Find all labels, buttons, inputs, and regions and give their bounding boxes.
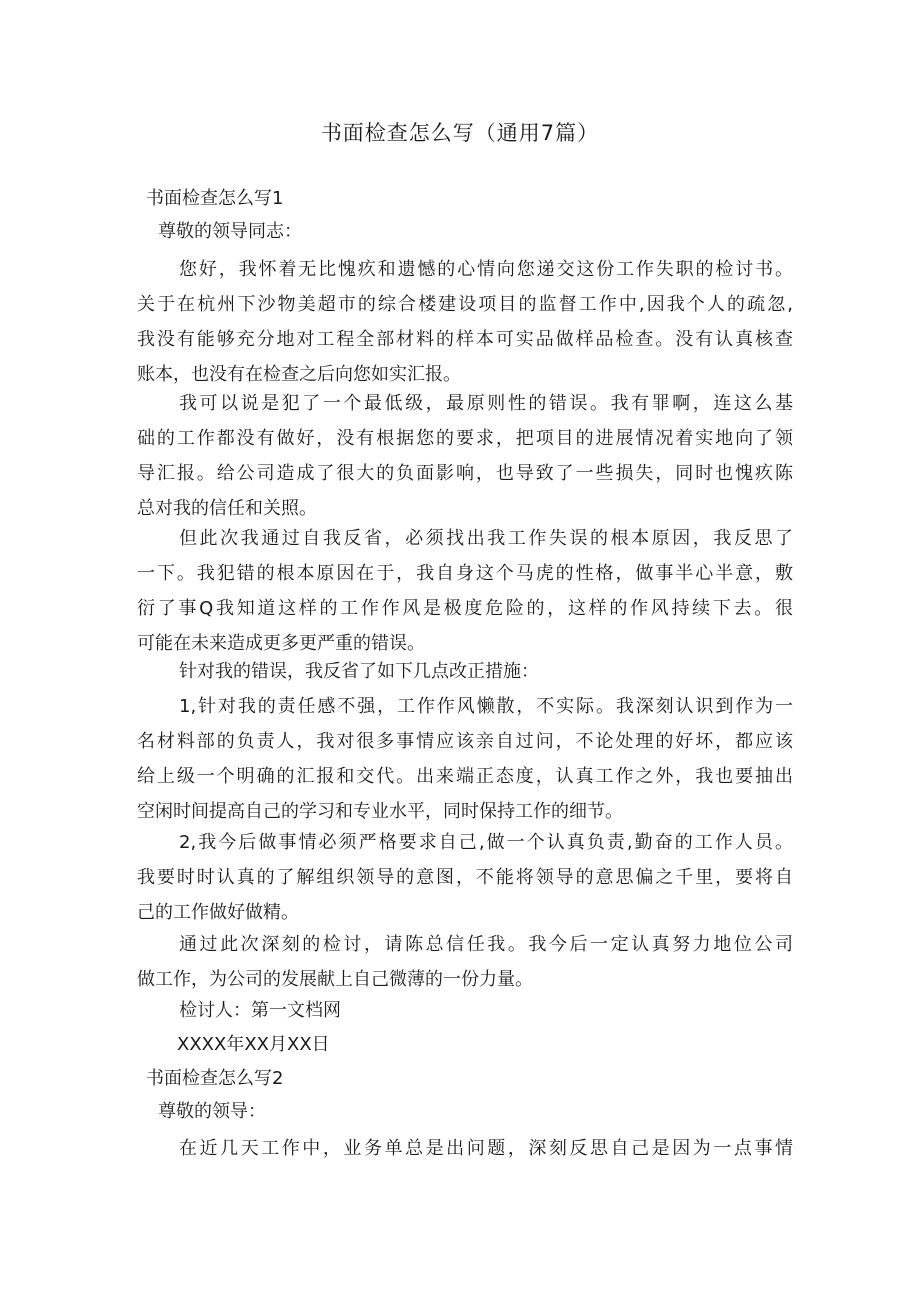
text-line: 总对我的信任和关照。 [137,498,317,519]
text-line: 础的工作都没有做好，没有根据您的要求，把项目的进展情况着实地向了领 [137,428,793,449]
section2-paragraph-1 [137,1131,793,1166]
section1-paragraph-6 [137,825,793,930]
section1-paragraph-1 [137,252,793,392]
section1-heading: 书面检查怎么写1 [146,188,284,209]
text-line: 2,我今后做事情必须严格要求自己,做一个认真负责,勤奋的工作人员。 [179,832,793,853]
section1-paragraph-3 [137,521,793,661]
text-line: 名材料部的负责人，我对很多事情应该亲自过问，不论处理的好坏，都应该 [137,731,793,752]
section2-heading: 书面检查怎么写2 [146,1068,284,1089]
section1-paragraph-7 [137,927,793,997]
text-line: 我要时时认真的了解组织领导的意图，不能将领导的意思偏之千里，要将自 [137,867,793,888]
text-line: 在近几天工作中，业务单总是出问题，深刻反思自己是因为一点事情 [179,1138,793,1159]
text-line: 衍了事Q我知道这样的工作作风是极度危险的，这样的作风持续下去。很 [137,598,793,619]
section1-paragraph-4: 针对我的错误，我反省了如下几点改正措施： [179,661,539,682]
text-line: 关于在杭州下沙物美超市的综合楼建设项目的监督工作中,因我个人的疏忽, [137,294,793,315]
text-line: 您好，我怀着无比愧疚和遗憾的心情向您递交这份工作失职的检讨书。 [179,259,793,280]
section2-salutation: 尊敬的领导： [158,1101,266,1122]
text-line: 1,针对我的责任感不强，工作作风懒散，不实际。我深刻认识到作为一 [179,696,793,717]
text-line: 我没有能够充分地对工程全部材料的样本可实品做样品检查。没有认真核查 [137,329,793,350]
text-line: 导汇报。给公司造成了很大的负面影响，也导致了一些损失，同时也愧疚陈 [137,463,793,484]
text-line: 一下。我犯错的根本原因在于，我自身这个马虎的性格，做事半心半意，敷 [137,563,793,584]
signer-line: 检讨人：第一文档网 [179,1000,341,1021]
text-line: 我可以说是犯了一个最低级，最原则性的错误。我有罪啊，连这么基 [179,393,793,414]
section1-salutation: 尊敬的领导同志： [158,221,302,242]
document-title: 书面检查怎么写（通用7篇） [320,121,600,145]
section1-paragraph-2 [137,386,793,526]
text-line: 给上级一个明确的汇报和交代。出来端正态度，认真工作之外，我也要抽出 [137,766,793,787]
text-line: 通过此次深刻的检讨，请陈总信任我。我今后一定认真努力地位公司 [179,934,793,955]
text-line: 账本，也没有在检查之后向您如实汇报。 [137,364,461,385]
text-line: 己的工作做好做精。 [137,902,299,923]
text-line: 可能在未来造成更多更严重的错误。 [137,633,425,654]
date-line: XXXX年XX月XX日 [177,1034,330,1055]
section1-paragraph-5 [137,689,793,829]
text-line: 空闲时间提高自己的学习和专业水平，同时保持工作的细节。 [137,801,623,822]
text-line: 做工作，为公司的发展献上自己微薄的一份力量。 [137,969,533,990]
text-line: 但此次我通过自我反省，必须找出我工作失误的根本原因，我反思了 [179,528,793,549]
